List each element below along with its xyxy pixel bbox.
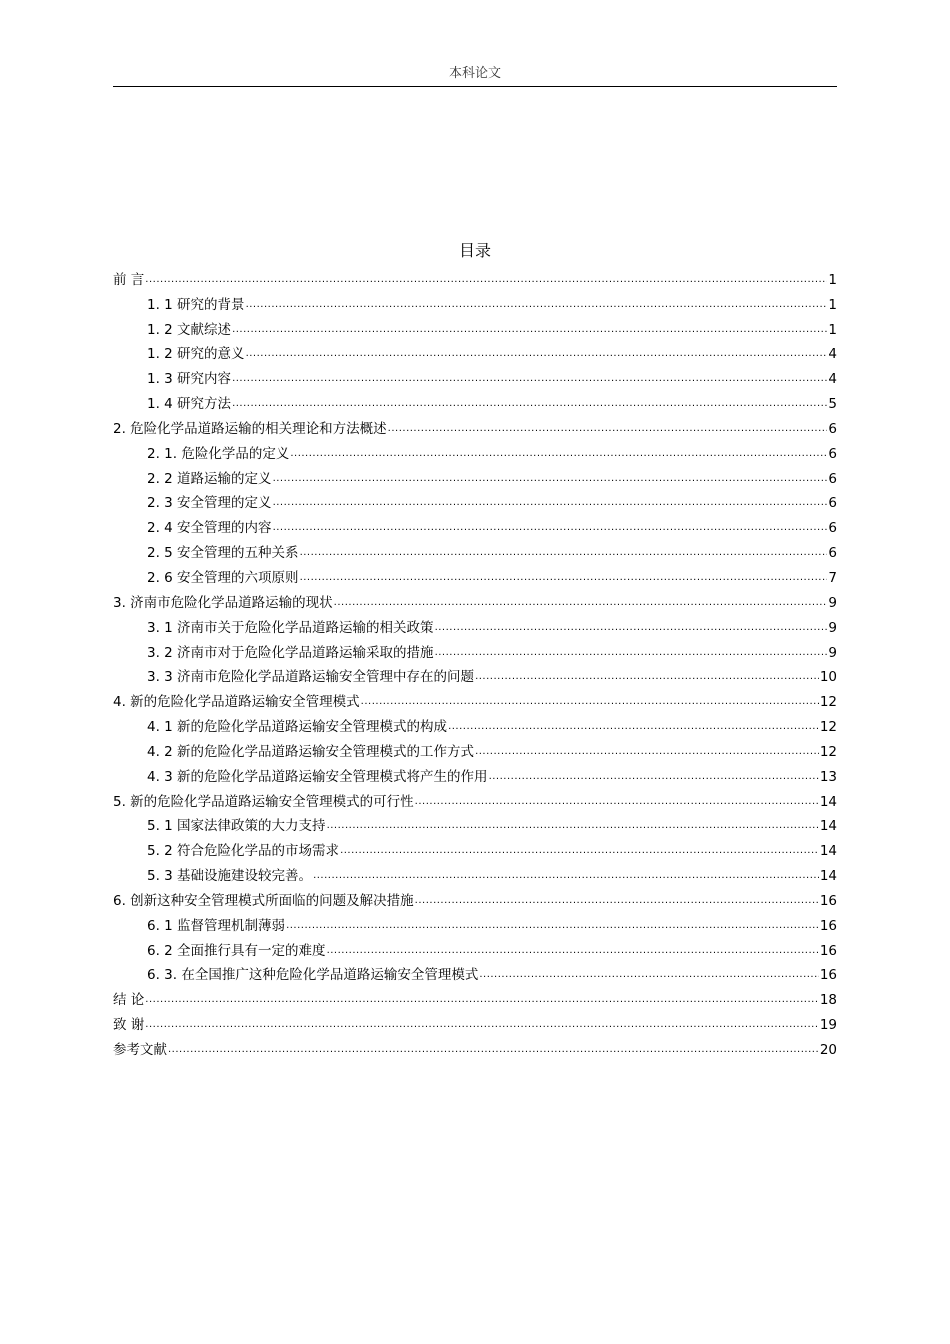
toc-dot-leader <box>479 965 818 985</box>
toc-entry[interactable] <box>113 563 837 588</box>
toc-entry-page-number: 4 <box>828 346 837 363</box>
toc-dot-leader <box>273 518 828 538</box>
toc-entry[interactable] <box>113 414 837 439</box>
toc-entry-page-number: 19 <box>819 1017 837 1034</box>
toc-dot-leader <box>313 866 819 886</box>
toc-entry[interactable] <box>113 489 837 514</box>
toc-entry-page-number: 16 <box>819 892 837 909</box>
toc-entry[interactable] <box>113 613 837 638</box>
toc-entry[interactable] <box>113 961 837 986</box>
toc-dot-leader <box>415 792 819 812</box>
page-header: 本科论文 <box>113 64 837 87</box>
toc-entry-page-number: 14 <box>819 793 837 810</box>
toc-entry[interactable] <box>113 737 837 762</box>
toc-entry-page-number: 14 <box>819 868 837 885</box>
toc-entry[interactable] <box>113 1035 837 1060</box>
toc-entry[interactable] <box>113 911 837 936</box>
toc-entry-title: 2. 4 安全管理的内容 <box>147 520 272 537</box>
toc-entry-page-number: 12 <box>819 719 837 736</box>
toc-entry-title: 3. 1 济南市关于危险化学品道路运输的相关政策 <box>147 619 434 636</box>
toc-entry[interactable] <box>113 364 837 389</box>
toc-entry-page-number: 1 <box>828 321 837 338</box>
toc-dot-leader <box>361 692 819 712</box>
table-of-contents <box>113 265 837 1060</box>
toc-entry-title: 5. 1 国家法律政策的大力支持 <box>147 818 326 835</box>
toc-entry-title: 6. 创新这种安全管理模式所面临的问题及解决措施 <box>113 892 414 909</box>
toc-entry-title: 4. 3 新的危险化学品道路运输安全管理模式将产生的作用 <box>147 768 488 785</box>
toc-entry[interactable] <box>113 439 837 464</box>
toc-dot-leader <box>435 643 828 663</box>
toc-entry[interactable] <box>113 538 837 563</box>
toc-entry-page-number: 9 <box>828 619 837 636</box>
toc-dot-leader <box>232 369 827 389</box>
toc-dot-leader <box>290 444 827 464</box>
toc-entry-title: 5. 2 符合危险化学品的市场需求 <box>147 843 340 860</box>
toc-entry-title: 6. 1 监督管理机制薄弱 <box>147 917 286 934</box>
toc-entry-title: 2. 6 安全管理的六项原则 <box>147 569 299 586</box>
toc-entry[interactable] <box>113 687 837 712</box>
toc-dot-leader <box>340 841 819 861</box>
toc-entry-page-number: 6 <box>828 545 837 562</box>
toc-entry-title: 2. 3 安全管理的定义 <box>147 495 272 512</box>
toc-entry[interactable] <box>113 290 837 315</box>
toc-entry[interactable] <box>113 886 837 911</box>
toc-entry-title: 6. 2 全面推行具有一定的难度 <box>147 942 326 959</box>
toc-entry-title: 2. 5 安全管理的五种关系 <box>147 545 299 562</box>
toc-dot-leader <box>334 593 828 613</box>
toc-entry-page-number: 6 <box>828 495 837 512</box>
toc-entry-page-number: 4 <box>828 371 837 388</box>
toc-entry[interactable] <box>113 315 837 340</box>
toc-entry-page-number: 10 <box>819 669 837 686</box>
toc-entry-title: 2. 1. 危险化学品的定义 <box>147 445 290 462</box>
toc-entry[interactable] <box>113 712 837 737</box>
toc-entry-title: 1. 2 研究的意义 <box>147 346 245 363</box>
toc-title: 目录 <box>458 241 491 260</box>
toc-entry-title: 致 谢 <box>113 1017 145 1034</box>
toc-dot-leader <box>232 394 827 414</box>
toc-entry[interactable] <box>113 340 837 365</box>
toc-entry[interactable] <box>113 588 837 613</box>
toc-entry[interactable] <box>113 638 837 663</box>
toc-entry-title: 1. 4 研究方法 <box>147 396 232 413</box>
toc-entry-title: 结 论 <box>113 992 145 1009</box>
toc-entry-page-number: 5 <box>828 396 837 413</box>
toc-dot-leader <box>246 344 828 364</box>
toc-entry-page-number: 1 <box>828 296 837 313</box>
toc-dot-leader <box>246 295 828 315</box>
toc-entry[interactable] <box>113 663 837 688</box>
toc-entry-page-number: 6 <box>828 420 837 437</box>
toc-entry[interactable] <box>113 836 837 861</box>
toc-entry-title: 2. 2 道路运输的定义 <box>147 470 272 487</box>
toc-dot-leader <box>300 568 828 588</box>
toc-entry-title: 3. 2 济南市对于危险化学品道路运输采取的措施 <box>147 644 434 661</box>
toc-entry[interactable] <box>113 464 837 489</box>
toc-entry-page-number: 16 <box>819 967 837 984</box>
toc-dot-leader <box>475 742 819 762</box>
toc-dot-leader <box>327 941 819 961</box>
toc-dot-leader <box>327 816 819 836</box>
toc-entry-page-number: 13 <box>819 768 837 785</box>
toc-entry[interactable] <box>113 389 837 414</box>
toc-entry-page-number: 9 <box>828 594 837 611</box>
toc-entry-title: 3. 济南市危险化学品道路运输的现状 <box>113 594 333 611</box>
toc-entry-page-number: 6 <box>828 520 837 537</box>
toc-entry[interactable] <box>113 265 837 290</box>
toc-dot-leader <box>286 916 819 936</box>
toc-entry[interactable] <box>113 513 837 538</box>
toc-entry-title: 4. 1 新的危险化学品道路运输安全管理模式的构成 <box>147 719 448 736</box>
toc-entry[interactable] <box>113 1010 837 1035</box>
toc-entry[interactable] <box>113 812 837 837</box>
toc-entry-page-number: 20 <box>819 1042 837 1058</box>
toc-entry-page-number: 18 <box>819 992 837 1009</box>
toc-dot-leader <box>415 891 819 911</box>
toc-entry-title: 1. 3 研究内容 <box>147 371 232 388</box>
toc-entry-page-number: 12 <box>819 694 837 711</box>
toc-entry-title: 6. 3. 在全国推广这种危险化学品道路运输安全管理模式 <box>147 967 479 984</box>
toc-dot-leader <box>435 618 828 638</box>
toc-dot-leader <box>273 493 828 513</box>
toc-entry-page-number: 16 <box>819 917 837 934</box>
toc-entry-page-number: 14 <box>819 843 837 860</box>
toc-entry[interactable] <box>113 787 837 812</box>
toc-entry[interactable] <box>113 985 837 1010</box>
toc-entry[interactable] <box>113 762 837 787</box>
toc-dot-leader <box>232 320 827 340</box>
toc-entry-page-number: 14 <box>819 818 837 835</box>
toc-entry-title: 4. 新的危险化学品道路运输安全管理模式 <box>113 694 360 711</box>
toc-dot-leader <box>273 469 828 489</box>
toc-entry-page-number: 9 <box>828 644 837 661</box>
toc-entry-page-number: 6 <box>828 470 837 487</box>
toc-dot-leader <box>300 543 828 563</box>
toc-dot-leader <box>145 1015 819 1035</box>
toc-entry[interactable] <box>113 861 837 886</box>
toc-entry-page-number: 12 <box>819 743 837 760</box>
toc-dot-leader <box>388 419 828 439</box>
toc-entry-title: 5. 3 基础设施建设较完善。 <box>147 868 313 885</box>
toc-entry-page-number: 7 <box>828 569 837 586</box>
toc-entry-page-number: 1 <box>828 271 837 288</box>
toc-entry-title: 5. 新的危险化学品道路运输安全管理模式的可行性 <box>113 793 414 810</box>
toc-entry-title: 1. 1 研究的背景 <box>147 296 245 313</box>
toc-dot-leader <box>145 990 819 1010</box>
toc-entry-title: 2. 危险化学品道路运输的相关理论和方法概述 <box>113 420 387 437</box>
toc-entry-title: 4. 2 新的危险化学品道路运输安全管理模式的工作方式 <box>147 743 475 760</box>
toc-entry-title: 前 言 <box>113 271 145 288</box>
toc-entry-title: 1. 2 文献综述 <box>147 321 232 338</box>
toc-entry-title: 参考文献 <box>113 1042 167 1058</box>
toc-dot-leader <box>168 1040 819 1060</box>
toc-dot-leader <box>145 270 827 290</box>
toc-dot-leader <box>475 667 819 687</box>
toc-dot-leader <box>489 767 819 787</box>
toc-entry-page-number: 6 <box>828 445 837 462</box>
toc-entry-title: 3. 3 济南市危险化学品道路运输安全管理中存在的问题 <box>147 669 475 686</box>
toc-entry[interactable] <box>113 936 837 961</box>
toc-dot-leader <box>448 717 819 737</box>
toc-entry-page-number: 16 <box>819 942 837 959</box>
